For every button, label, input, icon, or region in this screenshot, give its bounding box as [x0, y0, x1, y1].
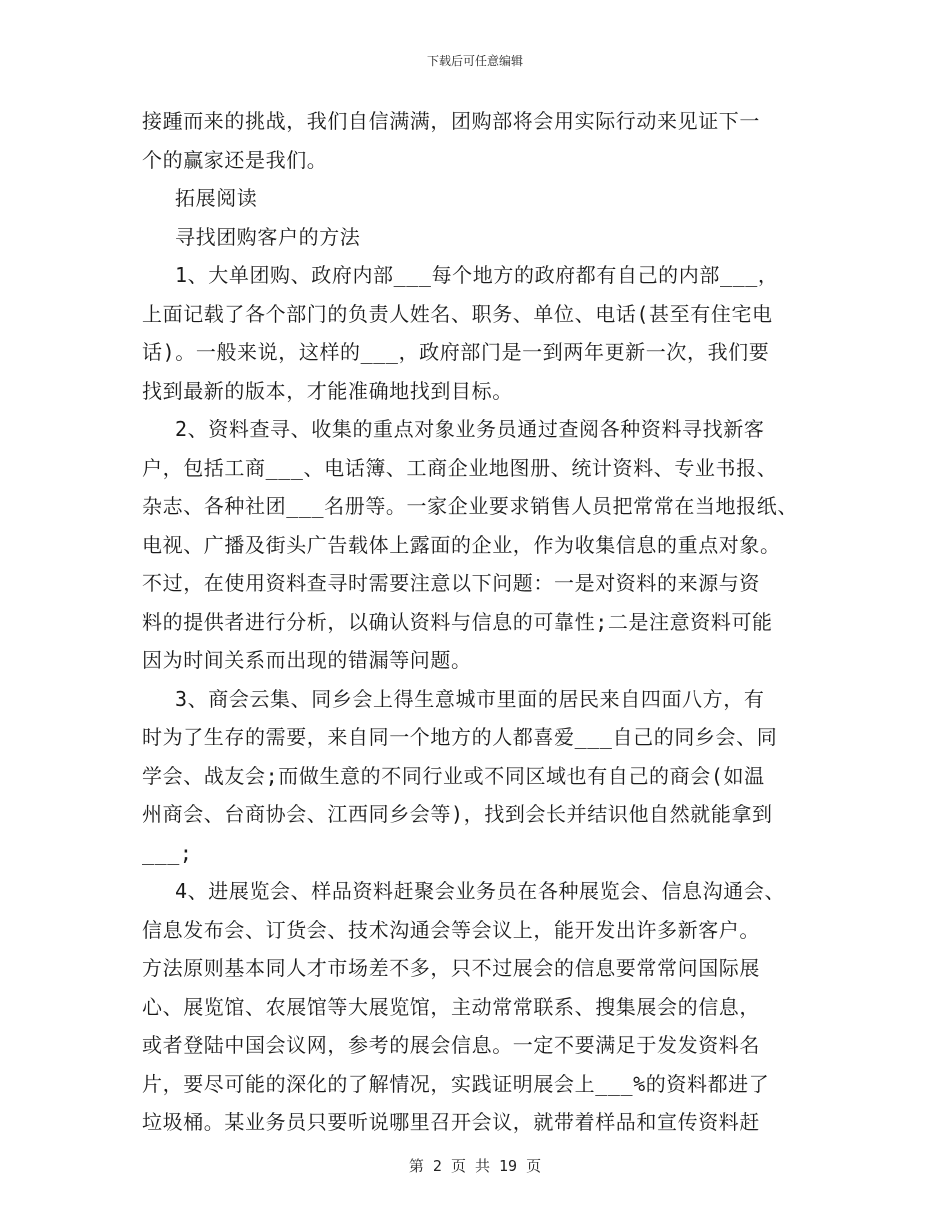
text-line: 个的赢家还是我们。 — [142, 147, 328, 172]
text-line: 话)。一般来说，这样的___，政府部门是一到两年更新一次，我们要 — [142, 340, 770, 364]
text-line: ___; — [142, 840, 193, 865]
text-line: 2、资料查寻、收集的重点对象业务员通过查阅各种资料寻找新客 — [175, 417, 765, 441]
text-line: 接踵而来的挑战，我们自信满满，团购部将会用实际行动来见证下一 — [142, 109, 760, 133]
text-line: 时为了生存的需要，来自同一个地方的人都喜爱___自己的同乡会、同 — [142, 725, 778, 749]
section-subheading: 寻找团购客户的方法 — [175, 224, 361, 249]
text-line: 片，要尽可能的深化的了解情况，实践证明展会上___%的资料都进了 — [142, 1071, 770, 1096]
text-line: 杂志、各种社团___名册等。一家企业要求销售人员把常常在当地报纸、 — [142, 494, 798, 518]
text-line: 或者登陆中国会议网，参考的展会信息。一定不要满足于发发资料名 — [142, 1033, 760, 1057]
text-line: 上面记载了各个部门的负责人姓名、职务、单位、电话(甚至有住宅电 — [142, 301, 773, 326]
text-line: 户，包括工商___、电话簿、工商企业地图册、统计资料、专业书报、 — [142, 455, 778, 480]
text-line: 方法原则基本同人才市场差不多，只不过展会的信息要常常问国际展 — [142, 956, 760, 980]
text-line: 3、商会云集、同乡会上得生意城市里面的居民来自四面八方，有 — [175, 686, 765, 711]
document-body — [142, 102, 832, 1142]
text-line: 4、进展览会、样品资料赶聚会业务员在各种展览会、信息沟通会、 — [175, 879, 786, 903]
text-line: 垃圾桶。某业务员只要听说哪里召开会议，就带着样品和宣传资料赶 — [142, 1110, 760, 1134]
text-line: 信息发布会、订货会、技术沟通会等会议上，能开发出许多新客户。 — [142, 917, 760, 942]
text-line: 电视、广播及街头广告载体上露面的企业，作为收集信息的重点对象。 — [142, 532, 781, 557]
text-line: 找到最新的版本，才能准确地找到目标。 — [142, 378, 513, 403]
text-line: 料的提供者进行分析，以确认资料与信息的可靠性;二是注意资料可能 — [142, 609, 773, 634]
text-line: 不过，在使用资料查寻时需要注意以下问题：一是对资料的来源与资 — [142, 571, 760, 595]
page-footer: 第 2 页 共 19 页 — [408, 1157, 542, 1175]
page-header: 下载后可任意编辑 — [426, 54, 523, 68]
text-line: 1、大单团购、政府内部___每个地方的政府都有自己的内部___， — [175, 263, 779, 287]
text-line: 因为时间关系而出现的错漏等问题。 — [142, 648, 472, 672]
text-line: 州商会、台商协会、江西同乡会等)，找到会长并结识他自然就能拿到 — [142, 802, 773, 826]
text-line: 学会、战友会;而做生意的不同行业或不同区域也有自己的商会(如温 — [142, 763, 765, 788]
text-line: 心、展览馆、农展馆等大展览馆，主动常常联系、搜集展会的信息， — [142, 994, 760, 1019]
section-heading: 拓展阅读 — [175, 186, 258, 210]
